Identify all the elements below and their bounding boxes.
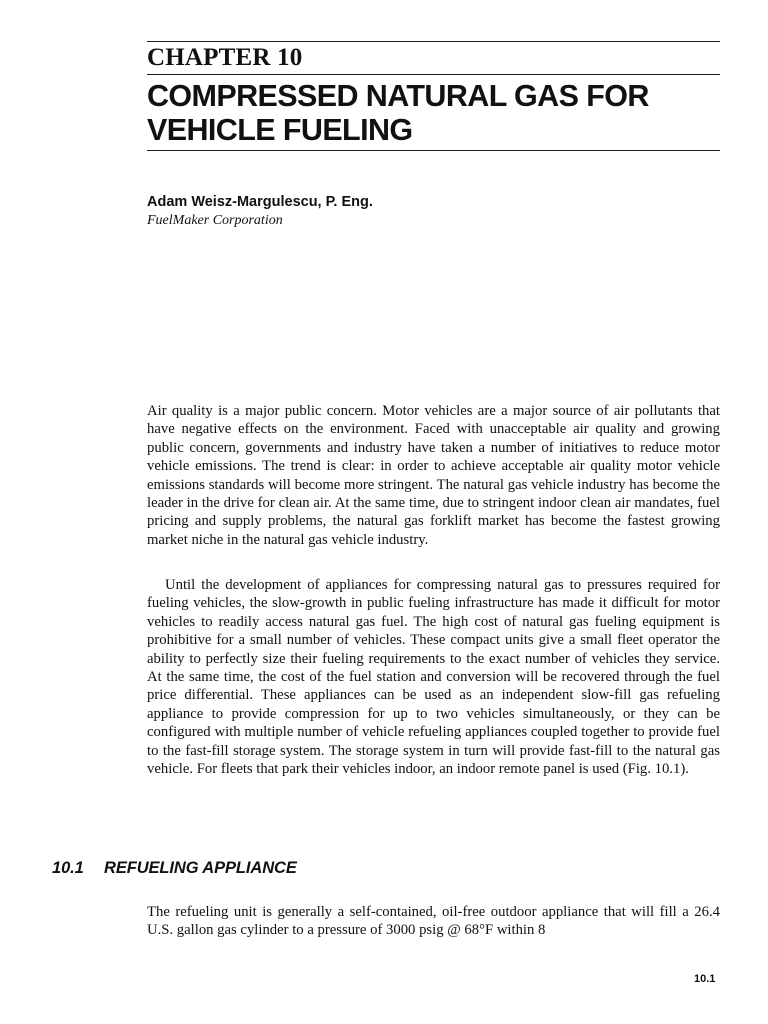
chapter-title <box>147 79 727 147</box>
section-number: 10.1 <box>52 859 84 877</box>
section-title: REFUELING APPLIANCE <box>104 859 297 877</box>
body-paragraph-2: Until the development of appliances for compressing natural gas to pressures required for fueling vehicles, the slow-growth in public fueling infrastructure has made it difficult for motor vehicles to readily access natural gas fuel. The high cost of natural gas fueling equipment is prohibitive for a small number of vehicles. These compact units give a small fleet operator the ability to perfectly size their fueling requirements to the exact number of vehicles they service. At the same time, the cost of the fuel station and conversion will be recovered through the fuel price differential. These appliances can be used as an independent slow-fill gas refueling appliance to provide compression for up to two vehicles simultaneously, or they can be configured with multiple number of vehicle refueling appliances coupled together to provide fuel to the fast-fill storage system. The storage system in turn will provide fast-fill to the natural gas vehicle. For fleets that park their vehicles indoor, an indoor remote panel is used (Fig. 10.1). <box>147 577 720 778</box>
title-bottom-rule <box>147 150 720 151</box>
section-paragraph-1: The refueling unit is generally a self-contained, oil-free outdoor appliance that will fill a 26.4 U.S. gallon gas cylinder to a pressure of 3000 psig @ 68°F within 8 <box>147 904 720 939</box>
page-folio: 10.1 <box>694 973 716 985</box>
author-affiliation: FuelMaker Corporation <box>147 213 283 228</box>
chapter-rule <box>147 74 720 75</box>
body-paragraph-1: Air quality is a major public concern. Motor vehicles are a major source of air pollutants that have negative effects on the environment. Faced with unacceptable air quality and growing public concern, governments and industry have taken a number of initiatives to reduce motor vehicle emissions. The trend is clear: in order to achieve acceptable air quality motor vehicle emissions standards will become more stringent. The natural gas vehicle industry has become the leader in the drive for clean air. At the same time, due to stringent indoor clean air mandates, fuel pricing and supply problems, the natural gas forklift market has become the fastest growing market niche in the natural gas vehicle industry. <box>147 403 720 548</box>
chapter-label: CHAPTER 10 <box>147 44 303 71</box>
top-rule <box>147 41 720 42</box>
section-heading <box>52 858 297 878</box>
chapter-title-line-2: VEHICLE FUELING <box>147 113 413 147</box>
chapter-title-line-1: COMPRESSED NATURAL GAS FOR <box>147 79 649 113</box>
author-name: Adam Weisz-Margulescu, P. Eng. <box>147 194 373 210</box>
